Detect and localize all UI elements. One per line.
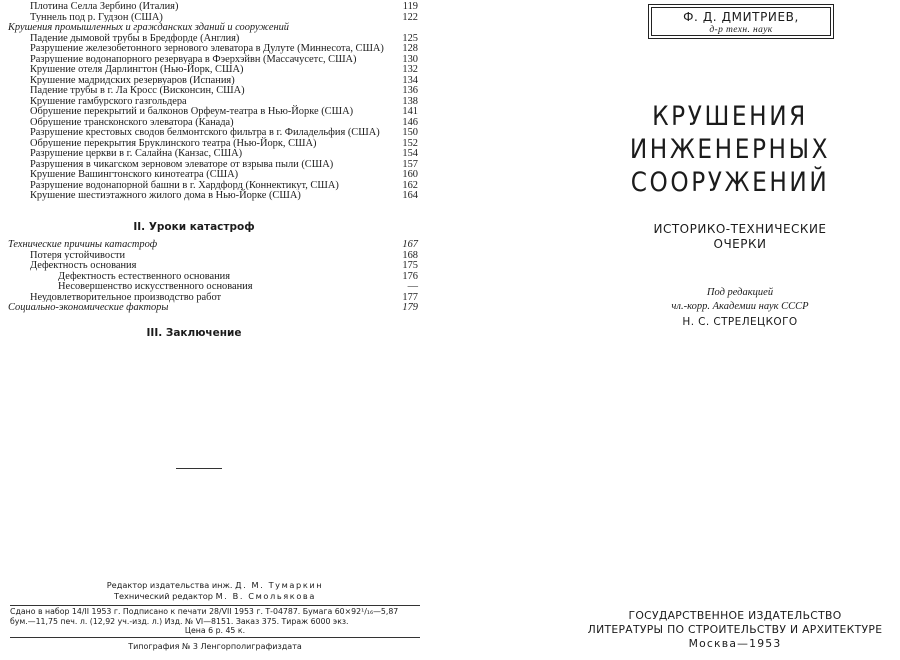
toc-entry: [8, 282, 420, 293]
toc-entry: [8, 2, 420, 13]
printing-details: [10, 605, 420, 638]
toc-entry: [8, 240, 420, 251]
toc-page-number: 138: [402, 95, 418, 107]
title-line: СООРУЖЕНИЙ: [630, 167, 830, 198]
author-name: Ф. Д. ДМИТРИЕВ,: [683, 10, 799, 24]
toc-page-number: 119: [402, 1, 418, 12]
toc-entry: [8, 23, 420, 34]
subtitle-line: ИСТОРИКО-ТЕХНИЧЕСКИЕ: [653, 222, 827, 236]
toc-page-number: 160: [402, 169, 418, 180]
toc-page-number: 154: [402, 148, 418, 159]
toc-entry-title: Крушение гамбурского газгольдера: [30, 95, 187, 107]
toc-entry: [8, 128, 420, 139]
toc-page-number: —: [407, 281, 418, 292]
toc-entry-title: Крушение отеля Дарлингтон (Нью-Йорк, США): [30, 64, 244, 75]
toc-entry: [8, 86, 420, 97]
printing-line-2: бум.—11,75 печ. л. (12,92 уч.-изд. л.) Изд. № VI—8151. Заказ 375. Тираж 6000 экз.: [10, 616, 349, 626]
toc-entry-title: Социально-экономические факторы: [8, 302, 169, 313]
tech-editor-line: [10, 591, 420, 602]
book-title: [618, 100, 842, 199]
toc-entry: [8, 107, 420, 118]
subtitle-line: ОЧЕРКИ: [713, 237, 767, 251]
toc-entry-title: Дефектность естественного основания: [58, 270, 230, 282]
toc-entry-title: Крушение шестиэтажного жилого дома в Нью-Йорке (США): [30, 190, 301, 201]
scientific-editor-name: Н. С. СТРЕЛЕЦКОГО: [682, 316, 798, 328]
tech-editor-name: М. В. Смольякова: [215, 591, 316, 601]
toc-entry-title: Дефектность основания: [30, 260, 137, 271]
section-heading-3: III. Заключение: [146, 326, 242, 339]
toc-entry: [8, 191, 420, 202]
editor-line: [10, 580, 420, 591]
toc-page-number: 125: [402, 32, 418, 44]
toc-entry-title: Неудовлетворительное производство работ: [30, 291, 222, 303]
toc-entry-title: Падение дымовой трубы в Бредфорде (Англия): [30, 32, 240, 44]
toc-page-number: 132: [402, 64, 418, 75]
title-page: [470, 0, 900, 660]
toc-entry-title: Технические причины катастроф: [8, 239, 158, 250]
toc-page-number: 146: [402, 116, 418, 128]
left-page: [0, 0, 440, 660]
toc-page-number: 122: [402, 11, 418, 23]
toc-entry: [8, 149, 420, 160]
author-degree: д-р техн. наук: [709, 25, 773, 35]
editorial-line: Под редакцией: [706, 287, 774, 298]
toc-page-number: 179: [402, 302, 418, 313]
city-year: Москва—1953: [688, 637, 782, 650]
printing-house: Типография № 3 Ленгорполиграфиздата: [128, 641, 302, 651]
title-line: ИНЖЕНЕРНЫХ: [629, 134, 831, 165]
toc-page-number: 175: [402, 260, 418, 271]
end-rule: [176, 468, 222, 469]
toc-page-number: 134: [402, 74, 418, 86]
toc-page-number: 167: [402, 239, 418, 250]
editorial-credit: [620, 286, 860, 314]
editor-name: Д. М. Тумаркин: [235, 580, 324, 590]
toc-page-number: 168: [402, 249, 418, 261]
toc-entry: [8, 261, 420, 272]
toc-page-number: 157: [402, 158, 418, 170]
imprint-block: [10, 580, 420, 651]
toc-entry-title: Падение трубы в г. Ла Кросс (Висконсин, США): [30, 85, 245, 96]
toc-page-number: 136: [402, 85, 418, 96]
author-frame: [648, 4, 834, 39]
price: Цена 6 р. 45 к.: [184, 626, 246, 636]
section-heading-2: II. Уроки катастроф: [133, 220, 255, 233]
toc-entry-title: Туннель под р. Гудзон (США): [30, 11, 163, 23]
toc-page-number: 177: [402, 291, 418, 303]
toc-entry-title: Плотина Селла Зербино (Италия): [30, 1, 179, 12]
toc-entry-title: Разрушение железобетонного зернового элеватора в Дулуте (Миннесота, США): [30, 43, 384, 54]
book-subtitle: [620, 222, 860, 252]
toc-entry-title: Крушение Вашингтонского кинотеатра (США): [30, 169, 239, 180]
publisher-line: ГОСУДАРСТВЕННОЕ ИЗДАТЕЛЬСТВО: [628, 609, 842, 622]
title-line: КРУШЕНИЯ: [652, 101, 808, 132]
toc-entry: [8, 170, 420, 181]
toc-page-number: 150: [402, 127, 418, 138]
toc-page-number: 162: [402, 179, 418, 191]
editorial-line: чл.-корр. Академии наук СССР: [671, 301, 809, 312]
toc-page-number: 141: [402, 106, 418, 117]
toc-entry-title: Разрушение водонапорного резервуара в Фэерхэйвн (Массачусетс, США): [30, 53, 357, 65]
tech-editor-label: Технический редактор: [114, 591, 213, 601]
toc-entry: [8, 44, 420, 55]
toc-part-1: [8, 2, 420, 202]
toc-entry: [8, 65, 420, 76]
toc-entry-title: Разрушение водонапорной башни в г. Хардфорд (Коннектикут, США): [30, 179, 339, 191]
publisher-line: ЛИТЕРАТУРЫ ПО СТРОИТЕЛЬСТВУ И АРХИТЕКТУРЕ: [587, 623, 883, 636]
toc-entry-title: Разрушение церкви в г. Салайна (Канзас, США): [30, 148, 243, 159]
toc-entry-title: Обрушение перекрытия Бруклинского театра (Нью-Йорк, США): [30, 137, 317, 149]
toc-page-number: 128: [402, 43, 418, 54]
toc-page-number: 130: [402, 53, 418, 65]
toc-entry-title: Крушения промышленных и гражданских зданий и сооружений: [8, 22, 289, 33]
toc-entry-title: Обрушение перекрытий и балконов Орфеум-театра в Нью-Йорке (США): [30, 106, 354, 117]
toc-page-number: 152: [402, 137, 418, 149]
toc-entry-title: Потеря устойчивости: [30, 249, 126, 261]
toc-entry-title: Несовершенство искусственного основания: [58, 281, 253, 292]
toc-page-number: 164: [402, 190, 418, 201]
publisher-block: [570, 609, 900, 651]
toc-entry: [8, 303, 420, 314]
table-of-contents: [8, 2, 420, 338]
toc-entry-title: Обрушение трансконского элеватора (Канада): [30, 116, 234, 128]
toc-entry-title: Крушение мадридских резервуаров (Испания): [30, 74, 235, 86]
toc-entry-title: Разрушение крестовых сводов белмонтского фильтра в г. Филадельфия (США): [30, 127, 380, 138]
printing-line-1: Сдано в набор 14/II 1953 г. Подписано к печати 28/VII 1953 г. Т-04787. Бумага 60×92¹/₁₆—5,87: [10, 607, 399, 616]
editor-label: Редактор издательства инж.: [106, 580, 233, 590]
toc-entry-title: Разрушения в чикагском зерновом элеваторе от взрыва пыли (США): [30, 158, 334, 170]
toc-part-2: [8, 240, 420, 314]
toc-page-number: 176: [402, 270, 418, 282]
